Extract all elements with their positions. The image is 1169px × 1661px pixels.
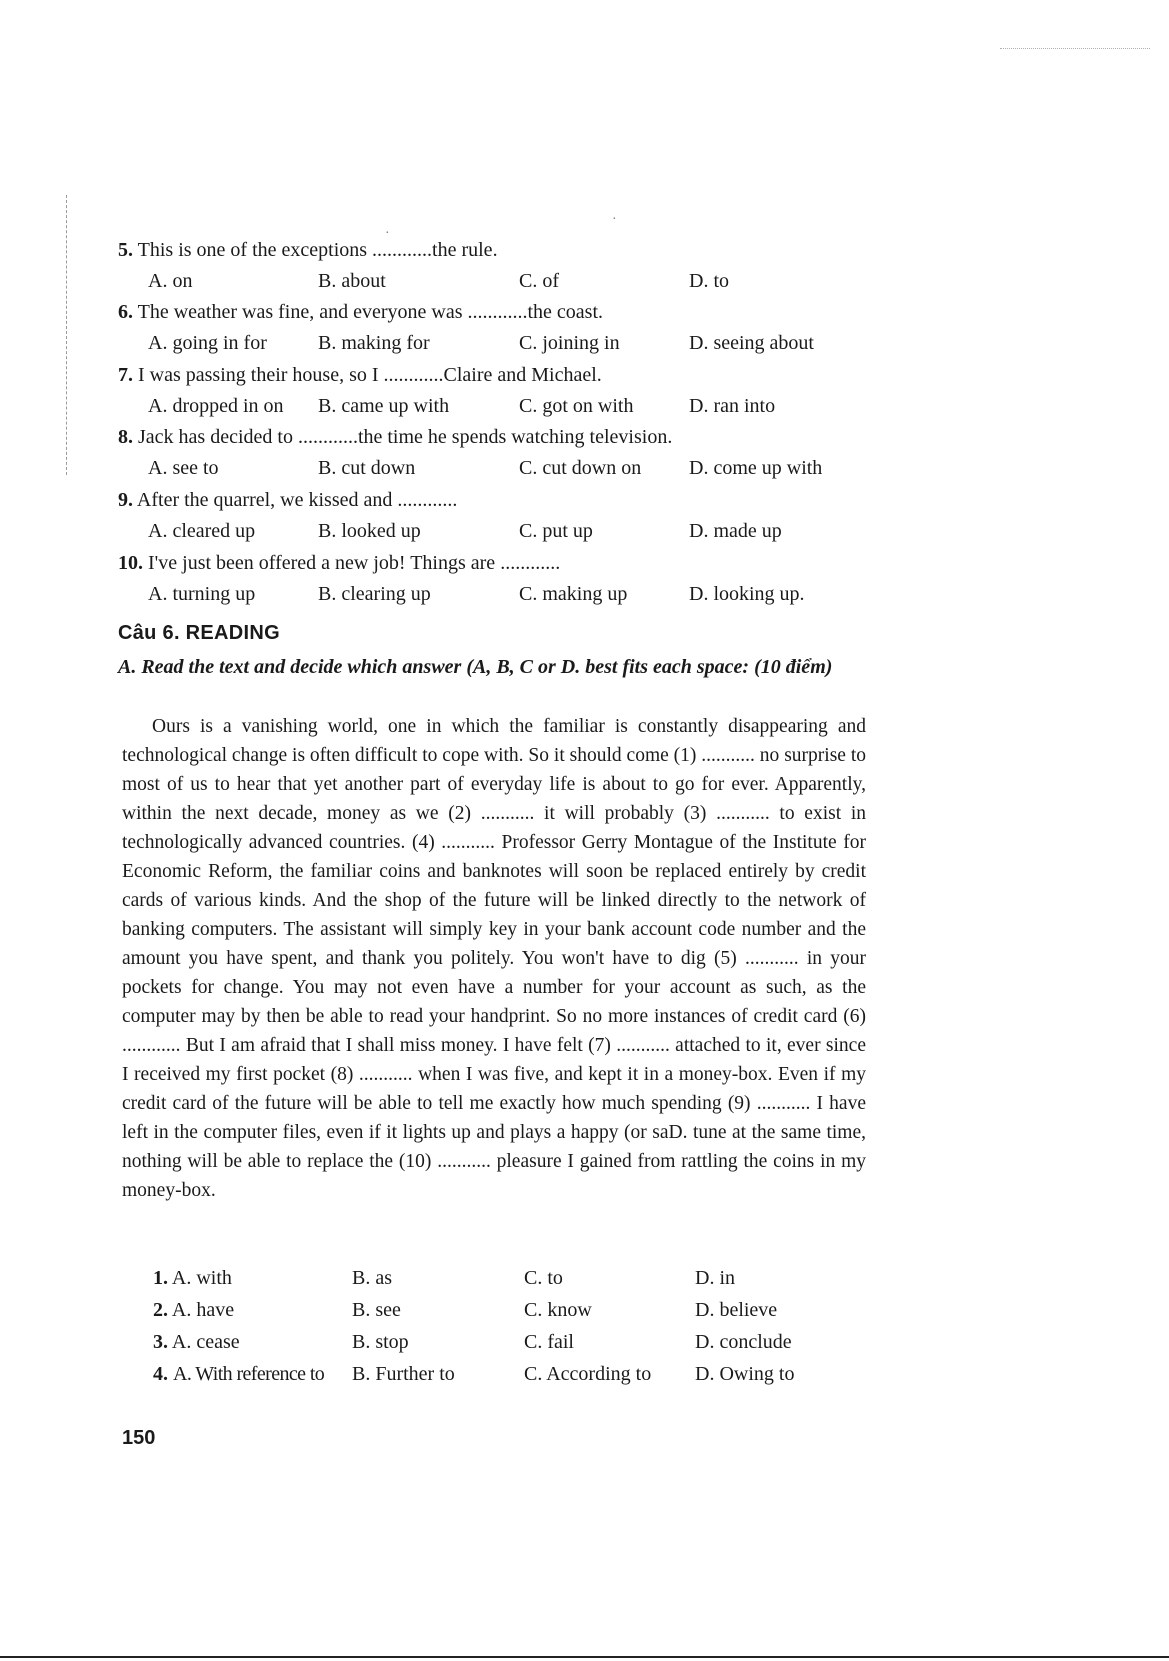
answer-4-option-b: B. Further to: [352, 1363, 455, 1385]
answer-3: [153, 1330, 240, 1354]
question-5: 5. This is one of the exceptions ............the rule.: [118, 239, 498, 261]
question-9-option-b: B. looked up: [318, 520, 421, 542]
answer-4-number: 4.: [153, 1363, 168, 1385]
answer-1-option-c: C. to: [524, 1267, 563, 1289]
answer-2-option-a: A. have: [171, 1299, 235, 1321]
scan-speck: ·: [385, 226, 390, 241]
question-10-option-a: A. turning up: [148, 583, 256, 605]
question-5-option-d: D. to: [689, 270, 729, 292]
question-6-option-b: B. making for: [318, 332, 430, 354]
section-heading: Câu 6. READING: [118, 622, 281, 644]
question-9: 9. After the quarrel, we kissed and ............: [118, 489, 458, 511]
question-9-option-a: A. cleared up: [148, 520, 256, 542]
scan-speck: ·: [612, 212, 617, 227]
question-10-option-c: C. making up: [519, 583, 628, 605]
answer-1-option-b: B. as: [352, 1267, 392, 1289]
question-6: 6. The weather was fine, and everyone was ............the coast.: [118, 301, 604, 323]
page-number: 150: [122, 1427, 156, 1449]
answer-4: [153, 1362, 324, 1386]
question-10-option-b: B. clearing up: [318, 583, 431, 605]
answer-1-option-a: A. with: [171, 1267, 232, 1289]
question-5-option-a: A. on: [148, 270, 193, 292]
answer-2-option-b: B. see: [352, 1299, 401, 1321]
question-7: 7. I was passing their house, so I ............Claire and Michael.: [118, 364, 602, 386]
answer-3-option-d: D. conclude: [695, 1331, 792, 1353]
question-5-option-c: C. of: [519, 270, 559, 292]
question-10: 10. I've just been offered a new job! Things are ............: [118, 552, 561, 574]
question-7-option-c: C. got on with: [519, 395, 634, 417]
reading-passage: Ours is a vanishing world, one in which the familiar is constantly disappearing and technological change is often difficult to cope with. So it should come (1) ........... no surprise to most of us to hear that yet another part of everyday life is about to go for ever. Apparently, within the next decade, money as we (2) ........... it will probably (3) ........... to exist in technologically advanced countries. (4) ........... Professor Gerry Montague of the Institute for Economic Reform, the familiar coins and banknotes will soon be replaced entirely by credit cards of various kinds. And the shop of the future will be linked directly to the network of banking computers. The assistant will simply key in your bank account code number and the amount you have spent, and thank you politely. You won't have to dig (5) ........... in your pockets for change. You may not even have a number for your account as such, as the computer may by then be able to read your handprint. So no more instances of credit card (6) ............ But I am afraid that I shall miss money. I have felt (7) ........... attached to it, ever since I received my first pocket (8) ........... when I was five, and kept it in a money-box. Even if my credit card of the future will be able to tell me exactly how much spending (9) ........... I have left in the computer files, even if it lights up and plays a happy (or saD. tune at the same time, nothing will be able to replace the (10) ........... pleasure I gained from rattling the coins in my money-box.: [122, 716, 866, 1201]
question-8-option-b: B. cut down: [318, 457, 416, 479]
question-7-option-b: B. came up with: [318, 395, 450, 417]
question-8: 8. Jack has decided to ............the time he spends watching television.: [118, 426, 673, 448]
question-9-option-d: D. made up: [689, 520, 782, 542]
answer-2-option-c: C. know: [524, 1299, 592, 1321]
question-10-option-d: D. looking up.: [689, 583, 805, 605]
question-8-option-a: A. see to: [148, 457, 219, 479]
question-8-option-c: C. cut down on: [519, 457, 642, 479]
question-7-option-d: D. ran into: [689, 395, 776, 417]
top-dotted-mark: [1000, 48, 1150, 49]
section-instruction: A. Read the text and decide which answer (A, B, C or D. best fits each space: (10 điểm): [118, 656, 833, 678]
answer-1-option-d: D. in: [695, 1267, 735, 1289]
binding-margin-line: [66, 195, 67, 475]
answer-2-option-d: D. believe: [695, 1299, 778, 1321]
answer-4-option-a: A. With reference to: [173, 1363, 325, 1385]
question-8-option-d: D. come up with: [689, 457, 823, 479]
answer-3-option-b: B. stop: [352, 1331, 409, 1353]
question-6-option-a: A. going in for: [148, 332, 267, 354]
question-6-option-d: D. seeing about: [689, 332, 814, 354]
question-9-option-c: C. put up: [519, 520, 593, 542]
answer-1: [153, 1266, 232, 1290]
answer-1-number: 1.: [153, 1267, 168, 1289]
answer-3-option-c: C. fail: [524, 1331, 574, 1353]
question-6-option-c: C. joining in: [519, 332, 620, 354]
question-7-option-a: A. dropped in on: [148, 395, 284, 417]
question-5-option-b: B. about: [318, 270, 386, 292]
answer-4-option-c: C. According to: [524, 1363, 652, 1385]
answer-3-option-a: A. cease: [171, 1331, 240, 1353]
answer-4-option-d: D. Owing to: [695, 1363, 795, 1385]
answer-2-number: 2.: [153, 1299, 168, 1321]
scan-bottom-edge: [0, 1656, 1169, 1658]
answer-2: [153, 1298, 234, 1322]
answer-3-number: 3.: [153, 1331, 168, 1353]
